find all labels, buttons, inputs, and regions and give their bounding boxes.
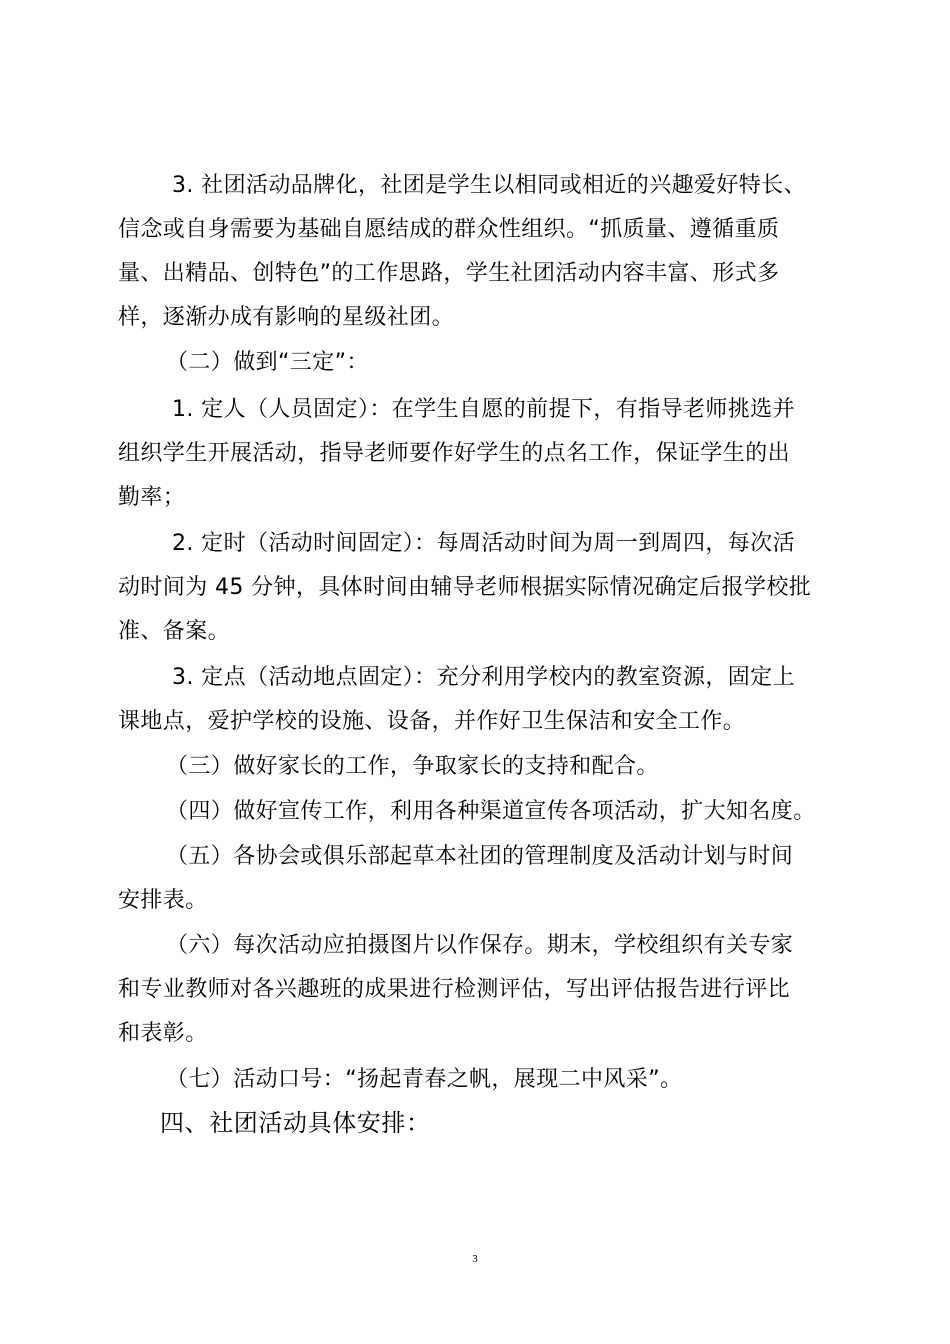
paragraph-line: 安排表。: [118, 888, 208, 913]
section-heading: 四、社团活动具体安排：: [160, 1109, 431, 1137]
paragraph-line: （二）做到“三定”：: [166, 350, 369, 375]
paragraph-line: 勤率；: [118, 485, 186, 510]
paragraph-line: （五）各协会或俱乐部起草本社团的管理制度及活动计划与时间: [166, 844, 794, 869]
paragraph-line: 组织学生开展活动，指导老师要作好学生的点名工作，保证学生的出: [118, 441, 791, 466]
paragraph-line: 3. 社团活动品牌化，社团是学生以相同或相近的兴趣爱好特长、: [172, 173, 806, 198]
paragraph-line: （四）做好宣传工作，利用各种渠道宣传各项活动，扩大知名度。: [166, 799, 816, 824]
paragraph-line: 样，逐渐办成有影响的星级社团。: [118, 305, 455, 330]
paragraph-line: 课地点，爱护学校的设施、设备，并作好卫生保洁和安全工作。: [118, 709, 746, 734]
page-number: 3: [472, 1253, 478, 1265]
paragraph-line: 量、出精品、创特色”的工作思路，学生社团活动内容丰富、形式多: [118, 261, 780, 286]
paragraph-line: 和专业教师对各兴趣班的成果进行检测评估，写出评估报告进行评比: [118, 977, 791, 1002]
paragraph-line: 3. 定点（活动地点固定）：充分利用学校内的教室资源，固定上: [172, 665, 795, 690]
paragraph-line: （七）活动口号：“扬起青春之帆，展现二中风采”。: [166, 1067, 683, 1092]
paragraph-line: （六）每次活动应拍摄图片以作保存。期末，学校组织有关专家: [166, 933, 794, 958]
paragraph-line: 和表彰。: [118, 1021, 208, 1046]
paragraph-line: 2. 定时（活动时间固定）：每周活动时间为周一到周四，每次活: [172, 531, 795, 556]
paragraph-line: （三）做好家长的工作，争取家长的支持和配合。: [166, 754, 659, 779]
paragraph-line: 信念或自身需要为基础自愿结成的群众性组织。“抓质量、遵循重质: [118, 217, 780, 242]
paragraph-line: 准、备案。: [118, 619, 231, 644]
paragraph-line: 1. 定人（人员固定）：在学生自愿的前提下，有指导老师挑选并: [172, 397, 795, 422]
paragraph-line: 动时间为 45 分钟，具体时间由辅导老师根据实际情况确定后报学校批: [118, 575, 812, 600]
